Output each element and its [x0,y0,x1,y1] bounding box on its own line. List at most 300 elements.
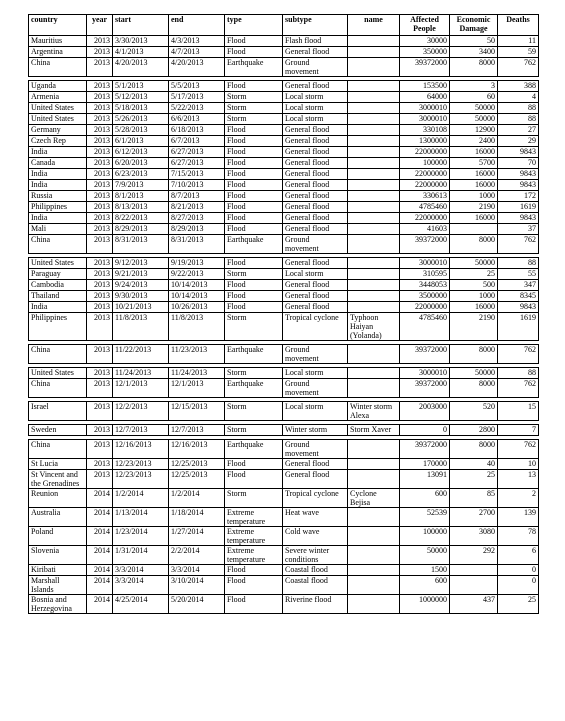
table-row [29,440,539,459]
cell-type: Earthquake [225,235,283,254]
table-row [29,258,539,269]
cell-start: 11/24/2013 [113,368,169,379]
cell-economic-damage: 8000 [450,440,498,459]
cell-end: 9/19/2013 [169,258,225,269]
cell-deaths: 4 [498,92,539,103]
cell-start: 12/2/2013 [113,402,169,421]
cell-country: United States [29,114,87,125]
cell-affected-people: 100000 [400,158,450,169]
cell-subtype: General flood [283,224,348,235]
cell-name: Typhoon Haiyan (Yolanda) [348,313,400,341]
cell-end: 8/31/2013 [169,235,225,254]
cell-end: 8/7/2013 [169,191,225,202]
cell-deaths: 762 [498,345,539,364]
table-row [29,313,539,341]
header-name: name [348,15,400,36]
table-row [29,235,539,254]
cell-start: 9/24/2013 [113,280,169,291]
cell-deaths: 88 [498,258,539,269]
cell-end: 8/21/2013 [169,202,225,213]
cell-deaths: 6 [498,546,539,565]
cell-start: 6/23/2013 [113,169,169,180]
cell-economic-damage: 2190 [450,202,498,213]
cell-type: Extreme temperature [225,546,283,565]
cell-deaths: 11 [498,36,539,47]
table-row [29,136,539,147]
cell-year: 2013 [87,180,113,191]
cell-start: 9/21/2013 [113,269,169,280]
cell-end: 12/25/2013 [169,459,225,470]
cell-economic-damage: 2190 [450,313,498,341]
cell-end: 7/15/2013 [169,169,225,180]
cell-end: 1/18/2014 [169,508,225,527]
cell-subtype: Tropical cyclone [283,313,348,341]
cell-name [348,269,400,280]
cell-country: St Vincent and the Grenadines [29,470,87,489]
cell-year: 2013 [87,302,113,313]
cell-type: Earthquake [225,440,283,459]
cell-subtype: General flood [283,202,348,213]
cell-subtype: General flood [283,470,348,489]
cell-end: 3/10/2014 [169,576,225,595]
cell-economic-damage: 8000 [450,235,498,254]
cell-country: China [29,440,87,459]
cell-start: 6/1/2013 [113,136,169,147]
cell-country: United States [29,368,87,379]
cell-deaths: 9843 [498,147,539,158]
cell-country: Marshall Islands [29,576,87,595]
cell-type: Storm [225,425,283,436]
cell-country: Sweden [29,425,87,436]
cell-economic-damage: 3400 [450,47,498,58]
cell-affected-people: 170000 [400,459,450,470]
cell-end: 1/27/2014 [169,527,225,546]
cell-year: 2013 [87,440,113,459]
cell-start: 1/31/2014 [113,546,169,565]
cell-subtype: General flood [283,81,348,92]
cell-economic-damage: 16000 [450,180,498,191]
table-row [29,368,539,379]
cell-year: 2013 [87,213,113,224]
cell-subtype: Local storm [283,402,348,421]
table-row [29,191,539,202]
cell-name [348,258,400,269]
cell-year: 2014 [87,527,113,546]
cell-end: 4/3/2013 [169,36,225,47]
cell-affected-people: 600 [400,489,450,508]
cell-deaths: 388 [498,81,539,92]
cell-economic-damage: 50000 [450,368,498,379]
cell-name [348,291,400,302]
cell-year: 2013 [87,368,113,379]
table-row [29,595,539,614]
cell-country: Armenia [29,92,87,103]
cell-affected-people: 100000 [400,527,450,546]
cell-start: 1/13/2014 [113,508,169,527]
table-row [29,169,539,180]
cell-type: Flood [225,291,283,302]
cell-name [348,527,400,546]
cell-start: 9/12/2013 [113,258,169,269]
cell-affected-people: 22000000 [400,147,450,158]
cell-name [348,368,400,379]
cell-economic-damage: 25 [450,269,498,280]
cell-economic-damage: 16000 [450,169,498,180]
cell-affected-people: 13091 [400,470,450,489]
cell-affected-people: 64000 [400,92,450,103]
cell-subtype: Ground movement [283,345,348,364]
cell-deaths: 88 [498,103,539,114]
cell-deaths: 1619 [498,313,539,341]
header-end: end [169,15,225,36]
cell-economic-damage: 16000 [450,147,498,158]
cell-economic-damage: 3 [450,81,498,92]
cell-year: 2013 [87,58,113,77]
cell-deaths: 762 [498,440,539,459]
cell-affected-people: 50000 [400,546,450,565]
cell-economic-damage: 5700 [450,158,498,169]
table-row [29,125,539,136]
cell-name [348,508,400,527]
cell-end: 5/17/2013 [169,92,225,103]
cell-subtype: Local storm [283,114,348,125]
cell-subtype: General flood [283,147,348,158]
cell-country: United States [29,258,87,269]
cell-end: 6/27/2013 [169,147,225,158]
cell-country: Poland [29,527,87,546]
cell-country: Uganda [29,81,87,92]
table-row [29,58,539,77]
cell-economic-damage: 50000 [450,103,498,114]
cell-deaths: 139 [498,508,539,527]
cell-subtype: Heat wave [283,508,348,527]
cell-type: Flood [225,280,283,291]
cell-affected-people: 310595 [400,269,450,280]
cell-affected-people: 22000000 [400,213,450,224]
cell-start: 3/30/2013 [113,36,169,47]
table-row [29,302,539,313]
cell-affected-people: 3448053 [400,280,450,291]
cell-subtype: Cold wave [283,527,348,546]
cell-subtype: Local storm [283,103,348,114]
cell-country: China [29,379,87,398]
table-row [29,47,539,58]
cell-year: 2013 [87,125,113,136]
cell-type: Storm [225,103,283,114]
cell-type: Storm [225,489,283,508]
cell-year: 2013 [87,114,113,125]
cell-country: China [29,345,87,364]
cell-country: Canada [29,158,87,169]
cell-economic-damage: 25 [450,470,498,489]
table-row [29,202,539,213]
table-row [29,402,539,421]
cell-year: 2014 [87,595,113,614]
cell-economic-damage: 8000 [450,379,498,398]
cell-economic-damage [450,576,498,595]
cell-subtype: General flood [283,291,348,302]
cell-deaths: 37 [498,224,539,235]
cell-subtype: General flood [283,459,348,470]
cell-economic-damage: 437 [450,595,498,614]
cell-affected-people: 39372000 [400,379,450,398]
cell-end: 10/14/2013 [169,280,225,291]
cell-affected-people: 1000000 [400,595,450,614]
cell-start: 12/7/2013 [113,425,169,436]
cell-start: 11/8/2013 [113,313,169,341]
header-year: year [87,15,113,36]
cell-year: 2013 [87,470,113,489]
table-row [29,114,539,125]
cell-country: Russia [29,191,87,202]
cell-economic-damage: 520 [450,402,498,421]
table-row [29,92,539,103]
cell-year: 2014 [87,508,113,527]
cell-affected-people: 4785460 [400,202,450,213]
cell-year: 2013 [87,280,113,291]
cell-end: 3/3/2014 [169,565,225,576]
cell-end: 5/22/2013 [169,103,225,114]
cell-end: 10/14/2013 [169,291,225,302]
cell-economic-damage: 8000 [450,58,498,77]
cell-affected-people: 350000 [400,47,450,58]
cell-deaths: 13 [498,470,539,489]
cell-end: 6/6/2013 [169,114,225,125]
cell-affected-people: 3500000 [400,291,450,302]
cell-start: 1/23/2014 [113,527,169,546]
cell-name [348,565,400,576]
cell-subtype: Coastal flood [283,576,348,595]
cell-type: Extreme temperature [225,508,283,527]
cell-deaths: 78 [498,527,539,546]
cell-deaths: 8345 [498,291,539,302]
cell-name [348,47,400,58]
table-row [29,147,539,158]
cell-subtype: General flood [283,280,348,291]
cell-deaths: 0 [498,576,539,595]
cell-start: 4/20/2013 [113,58,169,77]
cell-year: 2013 [87,147,113,158]
cell-year: 2013 [87,202,113,213]
cell-name [348,136,400,147]
cell-economic-damage: 1000 [450,191,498,202]
cell-economic-damage: 12900 [450,125,498,136]
cell-type: Storm [225,269,283,280]
cell-subtype: Severe winter conditions [283,546,348,565]
cell-country: Australia [29,508,87,527]
cell-affected-people: 3000010 [400,258,450,269]
cell-year: 2013 [87,47,113,58]
cell-subtype: General flood [283,136,348,147]
cell-deaths: 762 [498,58,539,77]
cell-deaths: 88 [498,368,539,379]
cell-country: Germany [29,125,87,136]
cell-country: India [29,147,87,158]
cell-affected-people: 330613 [400,191,450,202]
cell-year: 2013 [87,224,113,235]
cell-affected-people: 30000 [400,36,450,47]
cell-type: Flood [225,470,283,489]
cell-year: 2014 [87,489,113,508]
cell-end: 12/25/2013 [169,470,225,489]
cell-country: Slovenia [29,546,87,565]
cell-type: Flood [225,47,283,58]
cell-economic-damage: 16000 [450,213,498,224]
cell-name [348,92,400,103]
cell-year: 2013 [87,92,113,103]
cell-type: Flood [225,147,283,158]
cell-type: Flood [225,81,283,92]
cell-deaths: 9843 [498,169,539,180]
cell-end: 11/24/2013 [169,368,225,379]
cell-start: 5/1/2013 [113,81,169,92]
cell-subtype: Tropical cyclone [283,489,348,508]
header-subtype: subtype [283,15,348,36]
table-row [29,280,539,291]
cell-subtype: General flood [283,47,348,58]
cell-economic-damage: 85 [450,489,498,508]
cell-start: 5/26/2013 [113,114,169,125]
cell-subtype: General flood [283,180,348,191]
cell-economic-damage: 50000 [450,258,498,269]
cell-name [348,235,400,254]
table-row [29,576,539,595]
cell-name [348,345,400,364]
cell-name [348,58,400,77]
cell-deaths: 9843 [498,213,539,224]
cell-type: Flood [225,180,283,191]
cell-type: Flood [225,224,283,235]
cell-year: 2014 [87,546,113,565]
cell-start: 12/23/2013 [113,459,169,470]
cell-subtype: General flood [283,213,348,224]
cell-start: 12/23/2013 [113,470,169,489]
cell-name [348,158,400,169]
cell-subtype: Ground movement [283,58,348,77]
cell-affected-people: 39372000 [400,440,450,459]
cell-end: 11/23/2013 [169,345,225,364]
cell-country: China [29,235,87,254]
header-type: type [225,15,283,36]
cell-end: 4/7/2013 [169,47,225,58]
cell-name [348,125,400,136]
cell-deaths: 7 [498,425,539,436]
cell-name: Winter storm Alexa [348,402,400,421]
cell-start: 8/1/2013 [113,191,169,202]
cell-affected-people: 41603 [400,224,450,235]
table-row [29,527,539,546]
cell-name [348,459,400,470]
cell-deaths: 88 [498,114,539,125]
cell-economic-damage [450,565,498,576]
cell-start: 3/3/2014 [113,565,169,576]
cell-country: Cambodia [29,280,87,291]
cell-end: 12/15/2013 [169,402,225,421]
table-row [29,470,539,489]
table-row [29,345,539,364]
cell-year: 2013 [87,103,113,114]
cell-start: 11/22/2013 [113,345,169,364]
cell-subtype: Local storm [283,269,348,280]
cell-type: Flood [225,459,283,470]
cell-country: Paraguay [29,269,87,280]
cell-year: 2013 [87,158,113,169]
cell-start: 8/13/2013 [113,202,169,213]
cell-economic-damage: 16000 [450,302,498,313]
cell-deaths: 762 [498,235,539,254]
cell-start: 4/1/2013 [113,47,169,58]
cell-subtype: Ground movement [283,440,348,459]
cell-start: 7/9/2013 [113,180,169,191]
cell-affected-people: 3000010 [400,368,450,379]
cell-start: 1/2/2014 [113,489,169,508]
cell-deaths: 15 [498,402,539,421]
cell-end: 8/27/2013 [169,213,225,224]
cell-year: 2013 [87,425,113,436]
table-row [29,36,539,47]
cell-year: 2013 [87,379,113,398]
cell-end: 6/27/2013 [169,158,225,169]
cell-subtype: Winter storm [283,425,348,436]
cell-subtype: General flood [283,169,348,180]
cell-affected-people: 2003000 [400,402,450,421]
cell-end: 6/18/2013 [169,125,225,136]
cell-type: Flood [225,213,283,224]
header-affected-people: Affected People [400,15,450,36]
cell-name [348,180,400,191]
cell-economic-damage: 500 [450,280,498,291]
cell-deaths: 10 [498,459,539,470]
cell-deaths: 70 [498,158,539,169]
cell-end: 11/8/2013 [169,313,225,341]
cell-affected-people: 39372000 [400,345,450,364]
cell-name [348,280,400,291]
cell-subtype: General flood [283,302,348,313]
cell-affected-people: 52539 [400,508,450,527]
cell-name [348,36,400,47]
table-row [29,565,539,576]
cell-subtype: General flood [283,258,348,269]
table-header-row [29,15,539,36]
cell-deaths: 2 [498,489,539,508]
table-row [29,158,539,169]
cell-name [348,546,400,565]
table-row [29,103,539,114]
cell-end: 6/7/2013 [169,136,225,147]
cell-type: Earthquake [225,345,283,364]
cell-country: St Lucia [29,459,87,470]
cell-subtype: Local storm [283,92,348,103]
cell-name [348,191,400,202]
cell-name: Storm Xaver [348,425,400,436]
table-row [29,224,539,235]
cell-deaths: 0 [498,565,539,576]
cell-deaths: 762 [498,379,539,398]
cell-type: Storm [225,313,283,341]
cell-year: 2013 [87,402,113,421]
cell-start: 9/30/2013 [113,291,169,302]
table-row [29,81,539,92]
disaster-events-table [28,14,539,614]
cell-affected-people: 39372000 [400,58,450,77]
cell-economic-damage: 50000 [450,114,498,125]
cell-end: 12/16/2013 [169,440,225,459]
cell-affected-people: 22000000 [400,169,450,180]
cell-affected-people: 153500 [400,81,450,92]
cell-country: Argentina [29,47,87,58]
cell-end: 12/7/2013 [169,425,225,436]
cell-name [348,576,400,595]
